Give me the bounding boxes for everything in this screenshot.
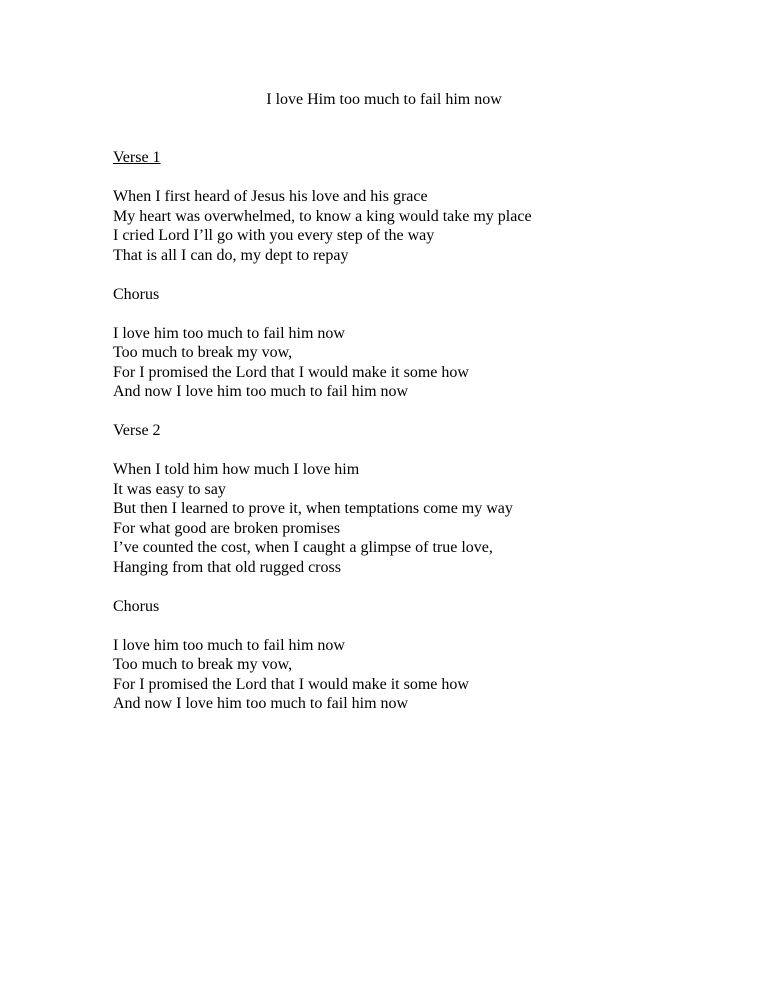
- lyric-line: I’ve counted the cost, when I caught a glimpse of true love,: [113, 539, 493, 556]
- lyric-line: When I first heard of Jesus his love and his grace: [113, 188, 428, 205]
- section-heading-verse-2: Verse 2: [113, 422, 161, 439]
- lyric-line: For I promised the Lord that I would make it some how: [113, 363, 469, 381]
- section-heading-chorus-1: Chorus: [113, 285, 160, 303]
- lyric-line: That is all I can do, my dept to repay: [113, 246, 349, 264]
- lyric-line: For I promised the Lord that I would make it some how: [113, 675, 469, 693]
- lyric-line: It was easy to say: [113, 480, 226, 498]
- lyric-line: And now I love him too much to fail him now: [113, 695, 409, 712]
- lyric-line: When I told him how much I love him: [113, 461, 360, 478]
- lyric-line: My heart was overwhelmed, to know a king would take my place: [113, 207, 532, 225]
- document-title: I love Him too much to fail him now: [266, 91, 502, 108]
- lyric-line: Too much to break my vow,: [113, 344, 293, 361]
- lyric-line: I cried Lord I’ll go with you every step of the way: [113, 227, 435, 244]
- lyric-line: But then I learned to prove it, when temptations come my way: [113, 500, 513, 517]
- lyric-line: I love him too much to fail him now: [113, 324, 345, 342]
- section-heading-chorus-2: Chorus: [113, 597, 160, 615]
- lyric-line: For what good are broken promises: [113, 519, 341, 537]
- lyric-line: And now I love him too much to fail him now: [113, 383, 409, 400]
- lyric-line: Too much to break my vow,: [113, 656, 293, 673]
- lyric-line: Hanging from that old rugged cross: [113, 558, 341, 576]
- lyric-line: I love him too much to fail him now: [113, 636, 345, 654]
- section-heading-verse-1: Verse 1: [113, 149, 161, 166]
- lyrics-body: [113, 148, 713, 714]
